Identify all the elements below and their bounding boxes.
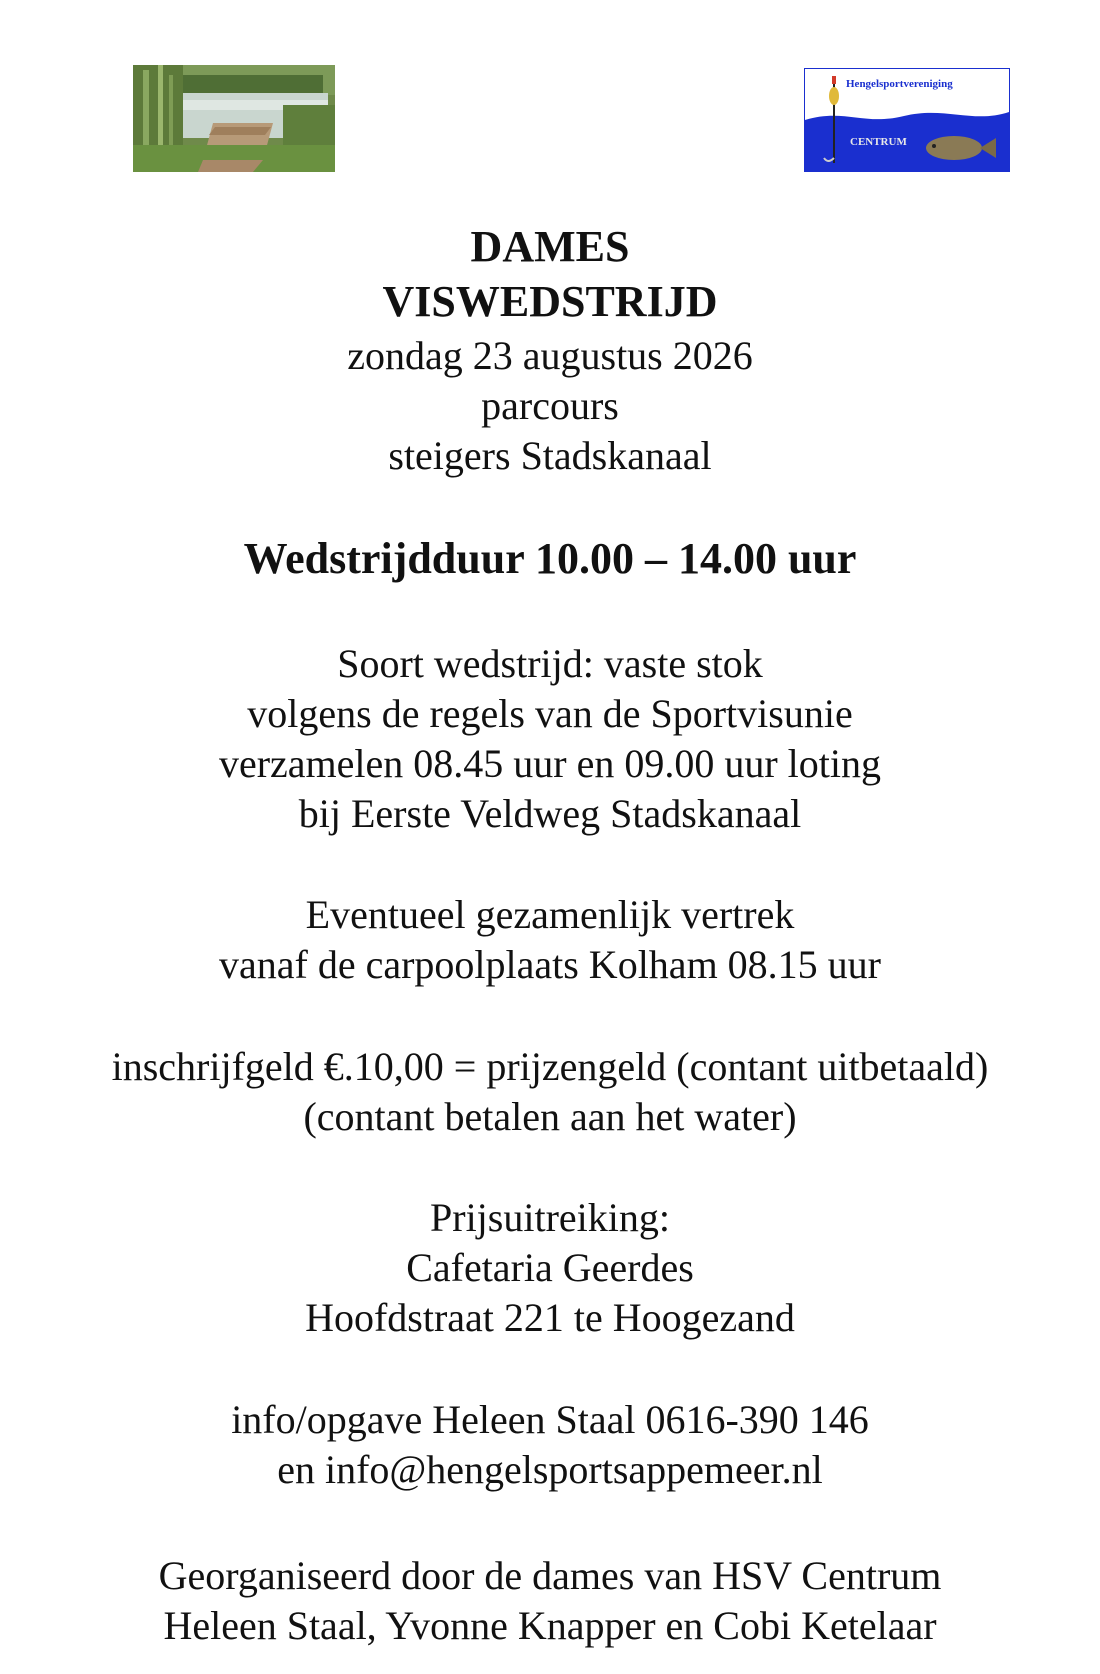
carpool-line-1: Eventueel gezamenlijk vertrek [305, 892, 795, 937]
contact-phone: info/opgave Heleen Staal 0616-390 146 [231, 1397, 869, 1442]
carpool-line-2: vanaf de carpoolplaats Kolham 08.15 uur [218, 942, 881, 987]
prizes-address: Hoofdstraat 221 te Hoogezand [305, 1295, 795, 1340]
jetty-photo [133, 65, 335, 172]
event-route-label: parcours [481, 383, 619, 428]
prizes-label: Prijsuitreiking: [430, 1195, 670, 1240]
club-logo-name: Hengelsportvereniging [846, 78, 953, 90]
match-rules: volgens de regels van de Sportvisunie [247, 691, 853, 736]
organizers-line-1: Georganiseerd door de dames van HSV Centrum [158, 1553, 942, 1598]
fee-line-1: inschrijfgeld €.10,00 = prijzengeld (contant uitbetaald) [111, 1044, 989, 1089]
title-line-1: DAMES [470, 222, 630, 271]
match-type: Soort wedstrijd: vaste stok [337, 641, 763, 686]
fee-line-2: (contant betalen aan het water) [303, 1094, 797, 1139]
organizers-line-2: Heleen Staal, Yvonne Knapper en Cobi Ketelaar [163, 1603, 937, 1648]
contact-email: en info@hengelsportsappemeer.nl [277, 1447, 823, 1492]
title-line-2: VISWEDSTRIJD [382, 277, 718, 326]
event-route-place: steigers Stadskanaal [388, 433, 712, 478]
event-date: zondag 23 augustus 2026 [347, 333, 753, 378]
prizes-venue: Cafetaria Geerdes [406, 1245, 694, 1290]
club-logo [804, 68, 1010, 172]
club-logo-subtitle: CENTRUM [850, 136, 907, 148]
gather-location: bij Eerste Veldweg Stadskanaal [298, 791, 802, 836]
gather-time: verzamelen 08.45 uur en 09.00 uur loting [218, 741, 882, 786]
match-duration: Wedstrijdduur 10.00 – 14.00 uur [243, 534, 857, 583]
